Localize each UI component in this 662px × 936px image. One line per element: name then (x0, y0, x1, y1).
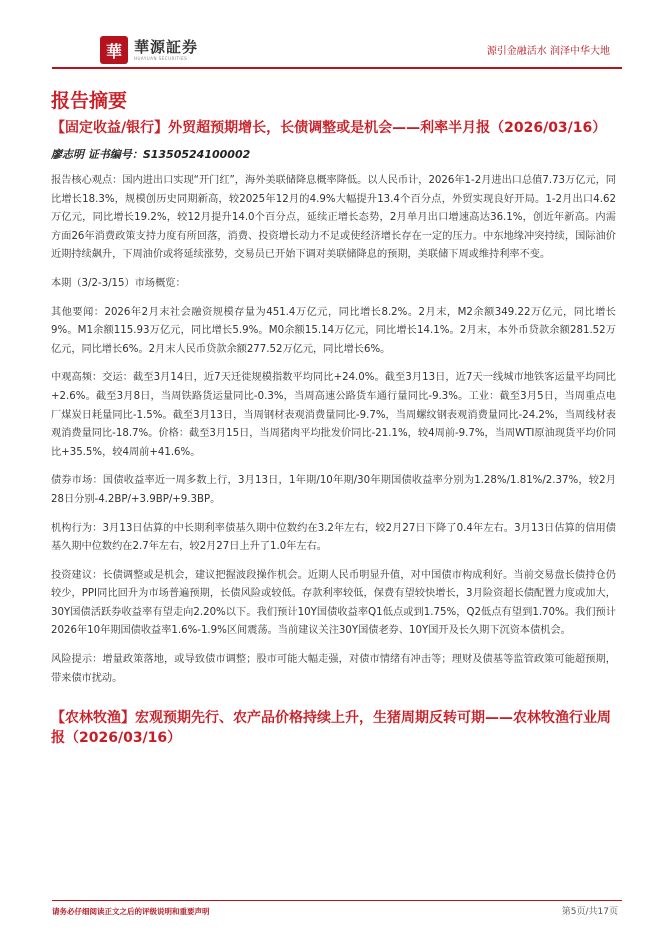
report-1-author: 廖志明 证书编号：S1350524100002 (51, 148, 251, 161)
paragraph-investment-advice: 投资建议：长债调整或是机会，建议把握波段操作机会。近期人民币明显升值，对中国债市构成利好。当前交易盘长债持仓仍较少，PPI同比回升为市场普遍预期，长债风险或较低。存款利率较低，保费有望较快增长，3月险资超长债配置力度或加大，30Y国债活跃券收益率有望走向2.20%以下。我们预计10Y国债收益率Q1低点或到1.75%，Q2低点有望到1.70%。我们预计2026年10年期国债收益率1.6%-1.9%区间震荡。当前建议关注30Y国债老券、10Y国开及长久期下沉资本债机会。 (51, 569, 616, 637)
paragraph-market-overview-heading: 本期（3/2-3/15）市场概览： (51, 277, 186, 289)
report-summary-body (51, 118, 616, 748)
paragraph-core-view: 报告核心观点：国内进出口实现“开门红”，海外美联储降息概率降低。以人民币计，2026年1-2月进出口总值7.73万亿元，同比增长18.3%，规模创历史同期新高，较2025年12月的4.9%大幅提升13.4个百分点，外贸实现良好开局。1-2月出口4.62万亿元，同比增长19.2%，较12月提升14.0个百分点，延续正增长态势，2月单月出口增速高达36.1%，创近年新高。内需方面26年消费政策支持力度有所回落，消费、投资增长动力不足或使经济增长存在一定的压力。中东地缘冲突持续，国际油价近期持续飙升，下周油价或将延续涨势，交易员已开始下调对美联储降息的预期，美联储下周或维持利率不变。 (51, 175, 616, 261)
logo-english-name: HUAYUAN SECURITIES (134, 56, 188, 61)
header-divider (52, 67, 622, 69)
page-number: 第5页/共17页 (561, 907, 618, 917)
paragraph-institution-behavior: 机构行为：3月13日估算的中长期利率债基久期中位数约在3.2年左右，较2月27日下降了0.4年左右。3月13日估算的信用债基久期中位数约在2.7年左右，较2月27日上升了1.0年左右。 (51, 522, 616, 553)
report-2-title: 【农林牧渔】宏观预期先行、农产品价格持续上升，生猪周期反转可期——农林牧渔行业周报（2026/03/16） (51, 710, 611, 747)
footer-divider (52, 900, 622, 901)
logo-name: 華源証券 (134, 38, 199, 56)
paragraph-risk-warning: 风险提示：增量政策落地，或导致债市调整；股市可能大幅走强，对债市情绪有冲击等；理财及债基等监管政策可能超预期，带来债市扰动。 (51, 654, 616, 684)
paragraph-high-frequency: 中观高频：交运：截至3月14日，近7天迁徙规模指数平均同比+24.0%。截至3月13日，近7天一线城市地铁客运量平均同比+2.6%。截至3月8日，当周铁路货运量同比-0.3%，当周高速公路货车通行量同比-9.3%。工业：截至3月5日，当周重点电厂煤炭日耗量同比-1.5%。截至3月13日，当周钢材表观消费量同比-9.7%，当周螺纹钢表观消费量同比-24.2%，当周线材表观消费量同比-18.7%。价格：截至3月15日，当周猪肉平均批发价同比-21.1%，较4周前-9.7%，当周WTI原油现货平均价同比+35.5%，较4周前+41.6%。 (51, 372, 616, 458)
page-header (0, 0, 662, 70)
page-title: 报告摘要 (51, 90, 128, 112)
paragraph-bond-market: 债券市场：国债收益率近一周多数上行，3月13日，1年期/10年期/30年期国债收益率分别为1.28%/1.81%/2.37%，较2月28日分别-4.2BP/+3.9BP/+9.3BP。 (51, 475, 616, 505)
header-slogan: 源引金融活水 润泽中华大地 (486, 46, 610, 57)
report-1-title: 【固定收益/银行】外贸超预期增长，长债调整或是机会——利率半月报（2026/03/16） (51, 120, 607, 136)
paragraph-other-news: 其他要闻：2026年2月末社会融资规模存量为451.4万亿元，同比增长8.2%。2月末，M2余额349.22万亿元，同比增长9%。M1余额115.93万亿元，同比增长5.9%。M0余额15.14万亿元，同比增长14.1%。2月末，本外币贷款余额281.52万亿元，同比增长6%。2月末人民币贷款余额277.52万亿元，同比增长6%。 (51, 306, 616, 355)
company-logo (100, 36, 198, 64)
footer-disclaimer: 请务必仔细阅读正文之后的评级说明和重要声明 (52, 907, 210, 916)
logo-seal-icon: 華 (100, 36, 128, 64)
